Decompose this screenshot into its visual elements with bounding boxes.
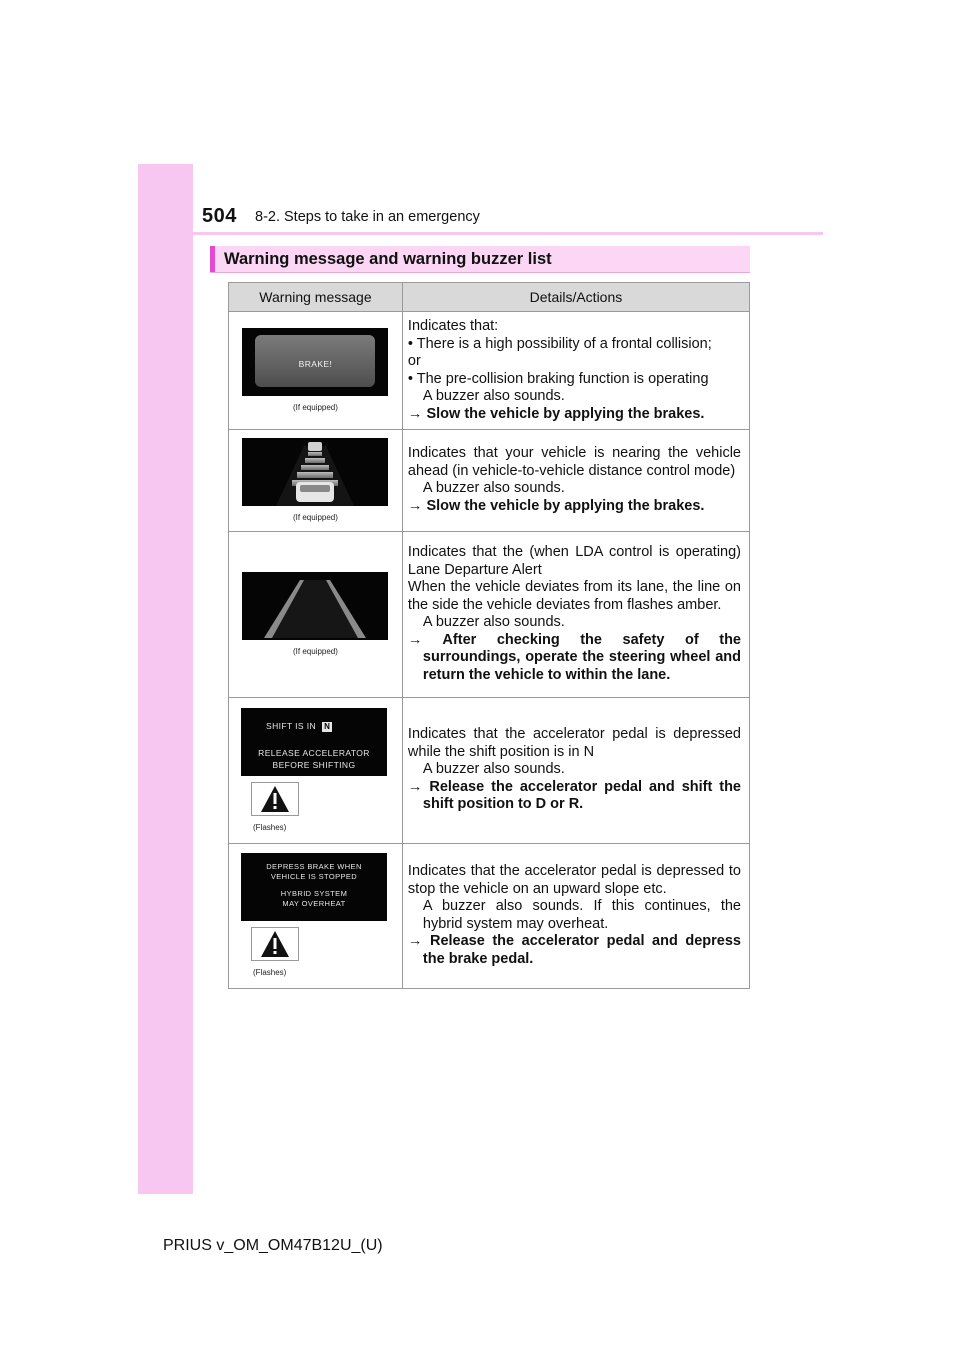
brake-display (242, 328, 388, 396)
warning-table (228, 282, 750, 989)
detail-line: A buzzer also sounds. (422, 761, 565, 778)
message-cell (229, 312, 403, 430)
detail-line: Indicates that your vehicle is nearing the vehicle ahead (in vehicle-to-vehicle distance control mode) (407, 445, 741, 479)
brake-display-text: BRAKE! (298, 359, 333, 370)
action-text: → Release the accelerator pedal and depress the brake pedal. (407, 933, 741, 967)
message-cell (229, 531, 403, 697)
shift-line-1 (266, 718, 332, 736)
display-line-group (241, 889, 387, 908)
detail-line: A buzzer also sounds. If this continues, the hybrid system may overheat. (422, 898, 741, 932)
message-cell (229, 697, 403, 843)
details-cell (402, 312, 749, 430)
brake-banner (255, 335, 375, 387)
table-row (229, 697, 750, 843)
table-header-row (229, 283, 750, 312)
column-header-warning-message: Warning message (229, 283, 403, 312)
detail-line: When the vehicle deviates from its lane, the line on the side the vehicle deviates from flashes amber. (407, 579, 741, 613)
details-cell (402, 697, 749, 843)
warning-triangle-icon (260, 930, 290, 958)
display-line-group (241, 862, 387, 881)
detail-line: Indicates that the (when LDA control is operating) Lane Departure Alert (407, 544, 741, 578)
lane-departure-display (242, 572, 388, 640)
hybrid-overheat-display (241, 853, 387, 921)
details-cell (402, 843, 749, 988)
page-number: 504 (202, 205, 237, 227)
action-text: → Slow the vehicle by applying the brakes. (407, 497, 705, 514)
chapter-title: 8-2. Steps to take in an emergency (255, 209, 480, 225)
detail-line: A buzzer also sounds. (422, 614, 565, 630)
detail-line: Indicates that the accelerator pedal is depressed to stop the vehicle on an upward slope etc. (407, 863, 741, 897)
detail-bullet: • The pre-collision braking function is operating (407, 370, 709, 387)
table-row (229, 531, 750, 697)
display-line: MAY OVERHEAT (282, 898, 346, 908)
vehicle-ahead-icon (242, 438, 388, 506)
table-row (229, 843, 750, 988)
document-code: PRIUS v_OM_OM47B12U_(U) (163, 1237, 383, 1254)
section-title: Warning message and warning buzzer list (224, 250, 552, 268)
detail-line: Indicates that: (407, 318, 499, 334)
warning-light (251, 927, 299, 961)
warning-triangle-icon (260, 785, 290, 813)
display-caption: (Flashes) (253, 968, 287, 978)
action-text: → Release the accelerator pedal and shift the shift position to D or R. (407, 778, 741, 813)
detail-line: A buzzer also sounds. (422, 480, 565, 497)
section-heading (210, 246, 750, 273)
detail-line: Indicates that the accelerator pedal is depressed while the shift position is in N (407, 726, 741, 760)
detail-line: or (407, 353, 421, 369)
table-row (229, 312, 750, 430)
display-line: DEPRESS BRAKE WHEN (266, 862, 362, 872)
display-caption: (If equipped) (293, 403, 338, 413)
action-text: → After checking the safety of the surroundings, operate the steering wheel and return the vehicle to within the lane. (407, 631, 741, 683)
shift-display (241, 708, 387, 776)
warning-light (251, 782, 299, 816)
section-accent (210, 246, 215, 272)
detail-line: A buzzer also sounds. (422, 388, 565, 404)
display-caption: (If equipped) (293, 513, 338, 522)
neutral-badge: N (324, 721, 331, 731)
detail-bullet: • There is a high possibility of a frontal collision; (407, 335, 712, 352)
column-header-details: Details/Actions (402, 283, 749, 312)
shift-line-2: RELEASE ACCELERATOR (258, 747, 370, 758)
table-row (229, 430, 750, 532)
shift-line-3: BEFORE SHIFTING (272, 759, 356, 770)
message-cell (229, 843, 403, 988)
shift-text: SHIFT IS IN (266, 720, 317, 731)
details-cell (402, 430, 749, 532)
display-line: HYBRID SYSTEM (280, 889, 348, 899)
action-text: → Slow the vehicle by applying the brakes. (407, 405, 705, 422)
message-cell (229, 430, 403, 532)
display-caption: (Flashes) (253, 822, 287, 832)
details-cell (402, 531, 749, 697)
display-line: VEHICLE IS STOPPED (270, 871, 358, 881)
lane-lines-icon (242, 572, 388, 640)
header-rule (193, 232, 823, 235)
vehicle-ahead-display (242, 438, 388, 506)
side-tab-bar (138, 164, 193, 1194)
display-caption: (If equipped) (293, 646, 338, 656)
